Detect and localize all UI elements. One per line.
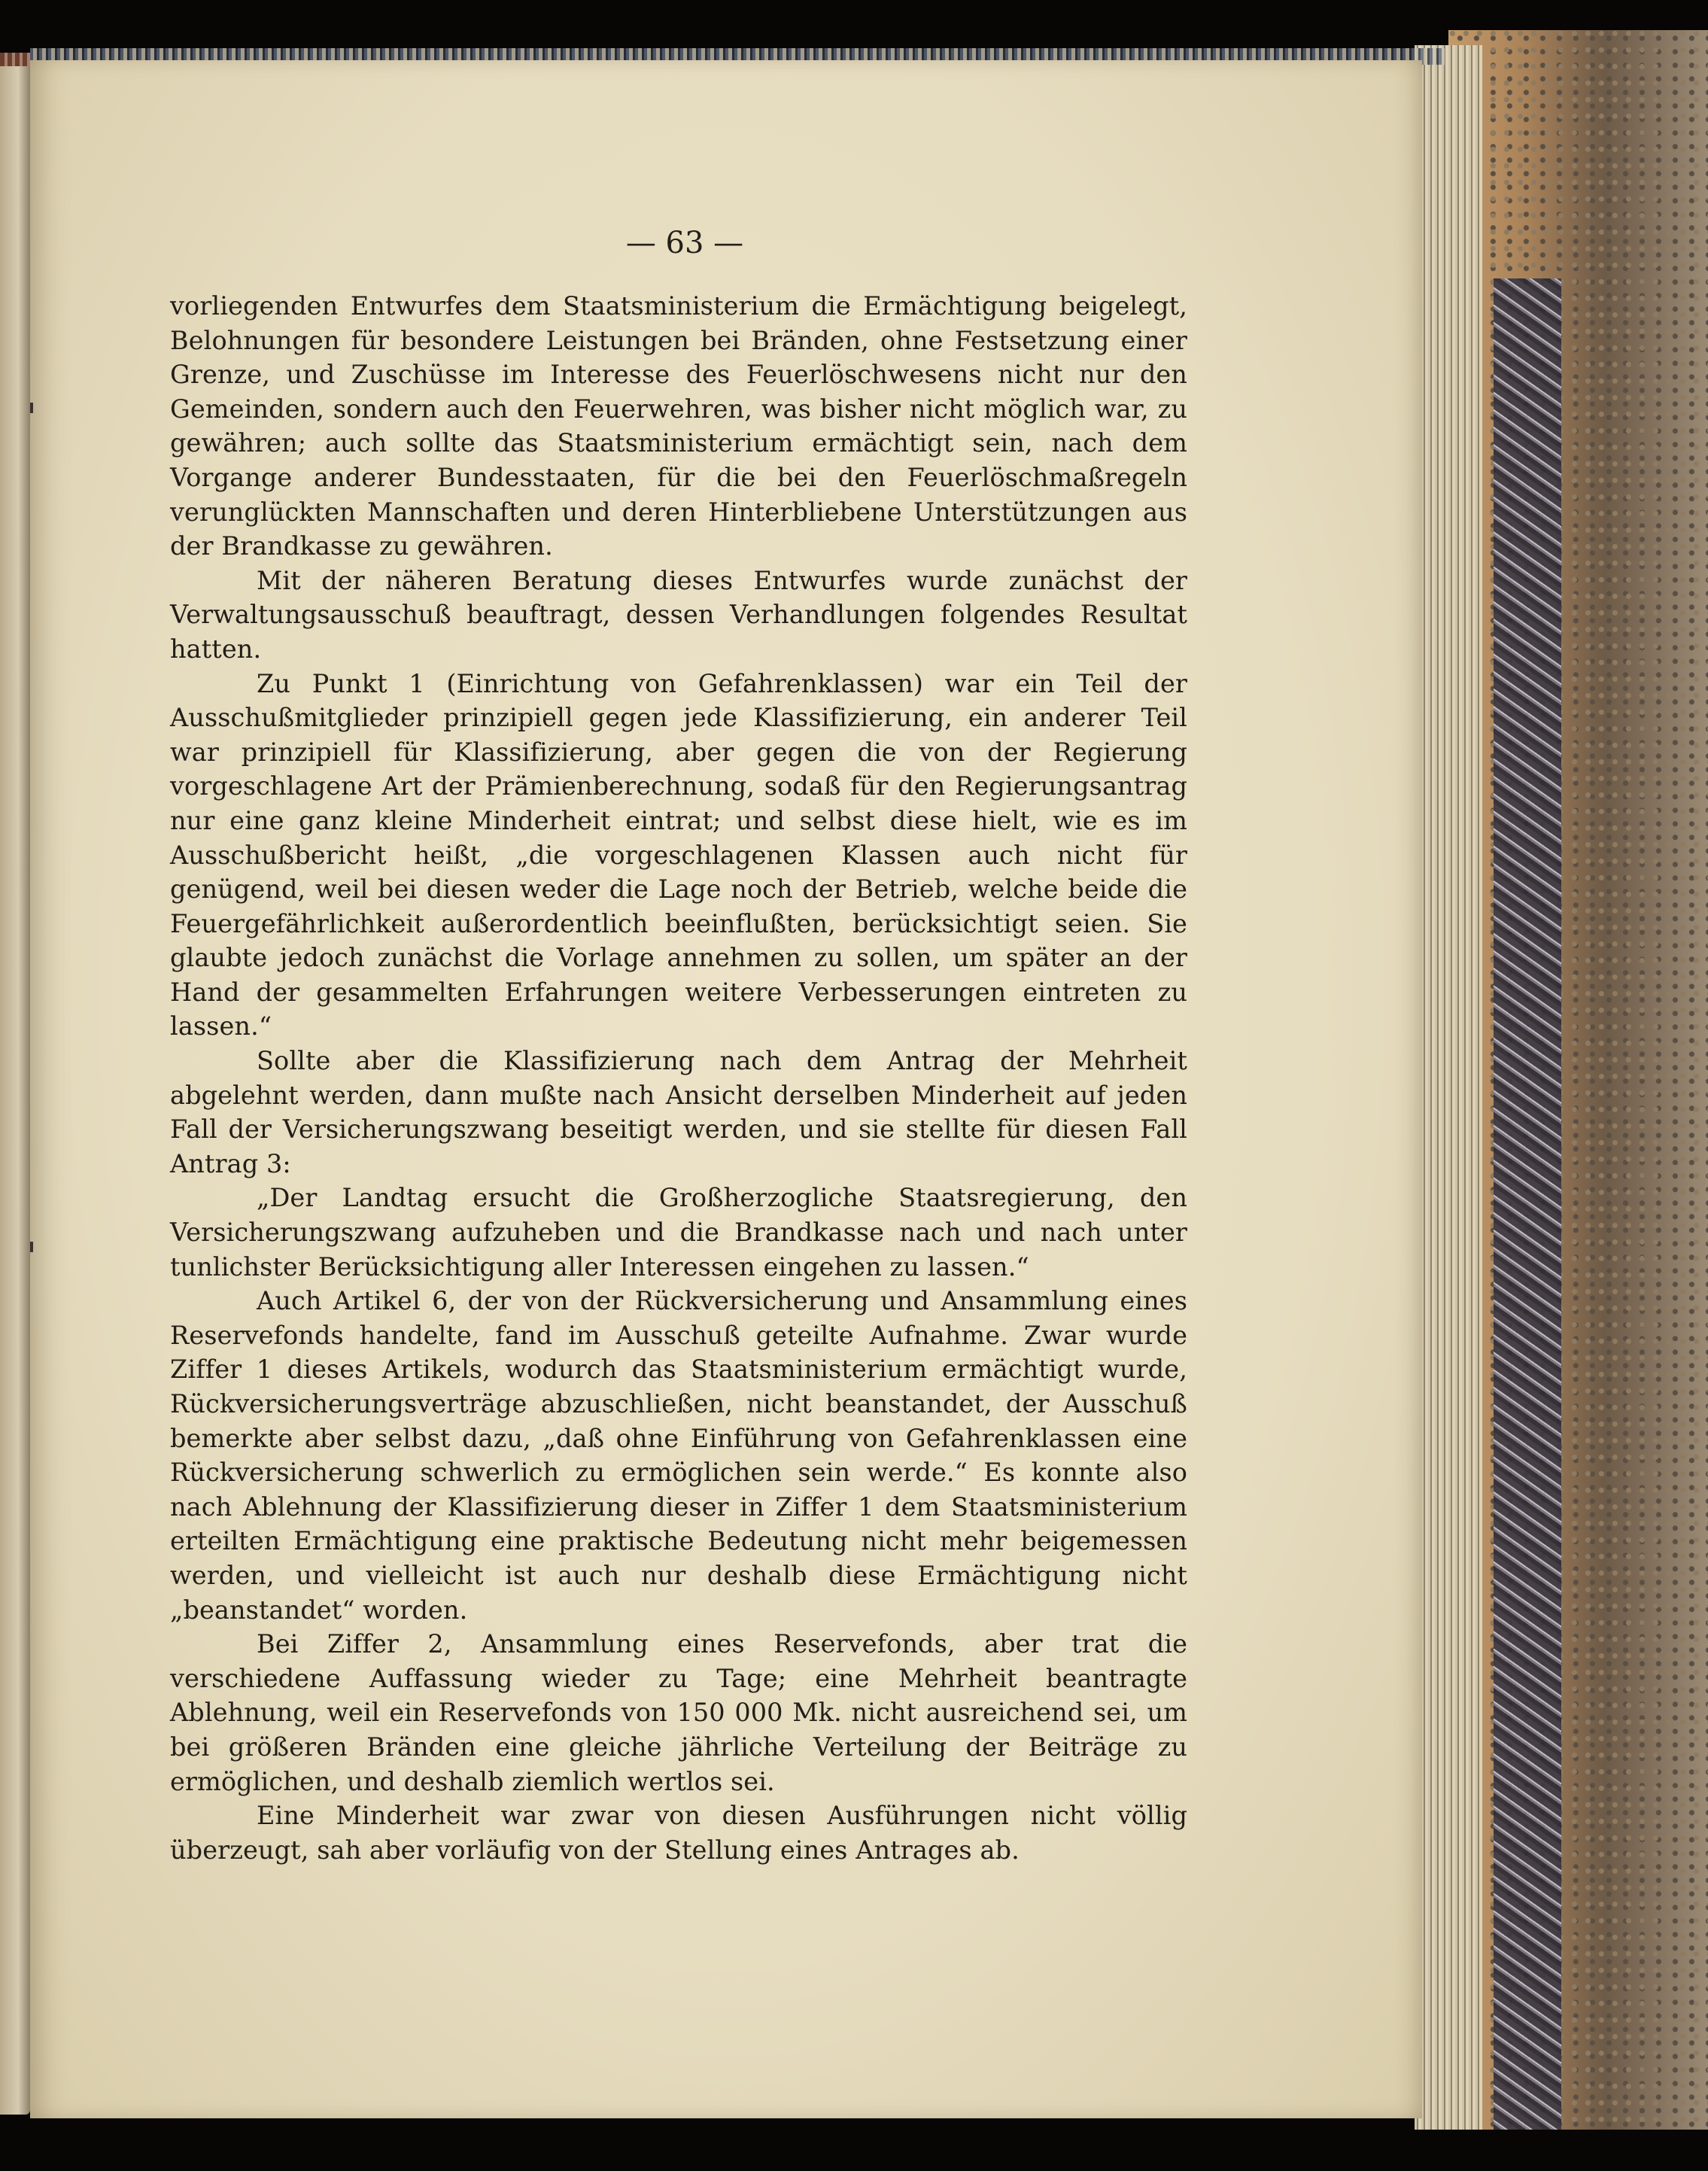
paragraph: Bei Ziffer 2, Ansammlung eines Reservefonds, aber trat die verschiedene Auffassung wieder zu Tage; eine Mehrheit beantragte Ablehnung, weil ein Reservefonds von 150 000 Mk. nicht ausreichend sei, um bei größeren Bränden eine gleiche jährliche Verteilung der Beiträge zu ermöglichen, und deshalb ziemlich wertlos sei.: [170, 1629, 1187, 1796]
paragraph: Sollte aber die Klassifizierung nach dem Antrag der Mehrheit abgelehnt werden, dann mußte nach Ansicht derselben Minderheit auf jeden Fall der Versicherungszwang beseitigt werden, und sie stellte für diesen Fall Antrag 3:: [170, 1046, 1187, 1178]
paragraph: Auch Artikel 6, der von der Rückversicherung und Ansammlung eines Reservefonds handelte, fand im Ausschuß geteilte Aufnahme. Zwar wurde Ziffer 1 dieses Artikels, wodurch das Staatsministerium ermächtigt wurde, Rückversicherungsverträge abzuschließen, nicht beanstandet, der Ausschuß bemerkte aber selbst dazu, „daß ohne Einführung von Gefahrenklassen eine Rückversicherung schwerlich zu ermöglichen sein werde.“ Es konnte also nach Ablehnung der Klassifizierung dieser in Ziffer 1 dem Staatsministerium erteilten Ermächtigung eine praktische Bedeutung nicht mehr beigemessen werden, und vielleicht ist auch nur deshalb diese Ermächtigung nicht „beanstandet“ worden.: [170, 1286, 1187, 1625]
margin-mark: [30, 1242, 33, 1252]
previous-page-edge: [0, 53, 30, 2115]
marbled-endpaper: [1494, 278, 1561, 2130]
paragraph: Zu Punkt 1 (Einrichtung von Gefahrenklassen) war ein Teil der Ausschußmitglieder prinzipiell gegen jede Klassifizierung, ein anderer Teil war prinzipiell für Klassifizierung, aber gegen die von der Regierung vorgeschlagene Art der Prämienberechnung, sodaß für den Regierungsantrag nur eine ganz kleine Minderheit eintrat; und selbst diese hielt, wie es im Ausschußbericht heißt, „die vorgeschlagenen Klassen auch nicht für genügend, weil bei diesen weder die Lage noch der Betrieb, welche beide die Feuergefährlichkeit außerordentlich beeinflußten, berücksichtigt seien. Sie glaubte jedoch zunächst die Vorlage annehmen zu sollen, um später an der Hand der gesammelten Erfahrungen weitere Verbesserungen eintreten zu lassen.“: [170, 668, 1187, 1041]
paragraph: vorliegenden Entwurfes dem Staatsministerium die Ermächtigung beigelegt, Belohnungen für besondere Leistungen bei Bränden, ohne Festsetzung einer Grenze, und Zuschüsse im Interesse des Feuerlöschwesens nicht nur den Gemeinden, sondern auch den Feuerwehren, was bisher nicht möglich war, zu gewähren; auch sollte das Staatsministerium ermächtigt sein, nach dem Vorgange anderer Bundesstaaten, für die bei den Feuerlöschmaßregeln verunglückten Mannschaften und deren Hinterbliebene Unterstützungen aus der Brandkasse zu gewähren.: [170, 291, 1187, 561]
paragraph: Mit der näheren Beratung dieses Entwurfes wurde zunächst der Verwaltungsausschuß beauftragt, dessen Verhandlungen folgendes Resultat hatten.: [170, 565, 1187, 664]
page-number: — 63 —: [625, 226, 744, 260]
margin-mark: [30, 403, 33, 413]
paragraph: Eine Minderheit war zwar von diesen Ausführungen nicht völlig überzeugt, sah aber vorläufig von der Stellung eines Antrages ab.: [170, 1801, 1187, 1865]
quoted-motion: „Der Landtag ersucht die Großherzogliche Staatsregierung, den Versicherungszwang aufzuheben und die Brandkasse nach und nach unter tunlichster Berücksichtigung aller Interessen eingehen zu lassen.“: [170, 1183, 1187, 1282]
page-edges: [1415, 45, 1482, 2130]
book-cover: [1448, 30, 1708, 2130]
page-body: [170, 289, 1187, 1867]
